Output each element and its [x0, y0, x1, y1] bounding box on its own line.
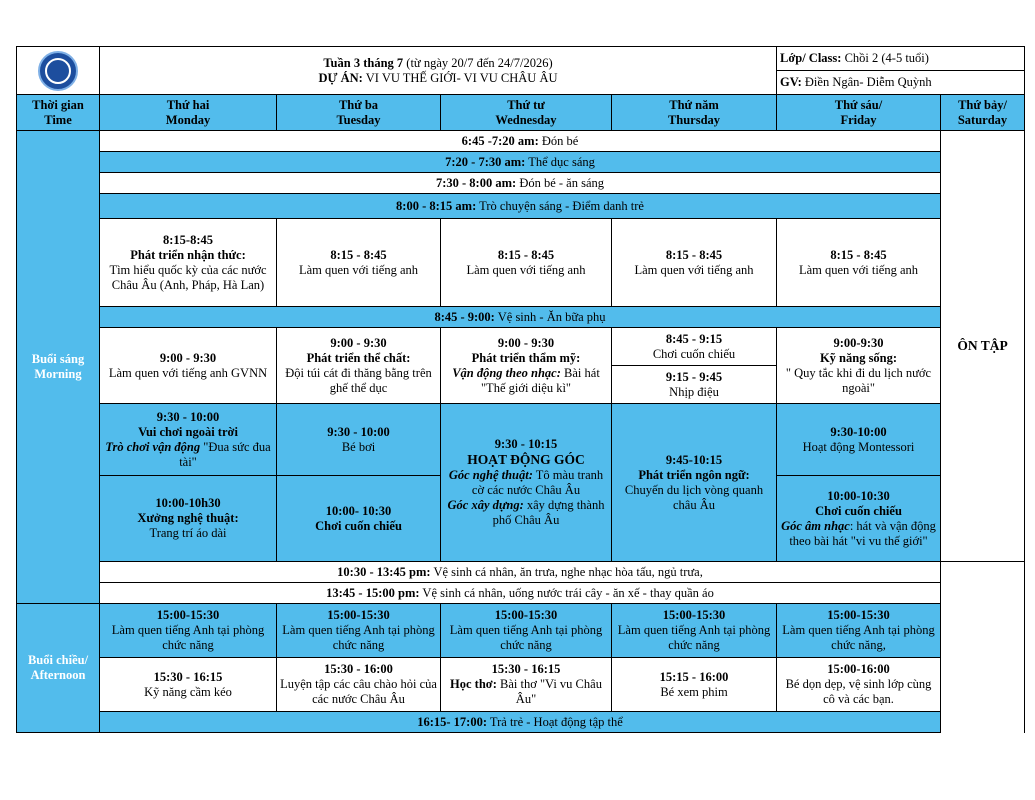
col-time: Thời gian Time — [17, 95, 100, 131]
cell-tue-1530: 15:30 - 16:00 Luyện tập các câu chào hỏi của các nước Châu Âu — [277, 658, 441, 712]
cell-fri-815: 8:15 - 8:45 Làm quen với tiếng anh — [777, 219, 941, 307]
cell-mon-815: 8:15-8:45 Phát triển nhận thức: Tìm hiểu quốc kỳ của các nước Châu Âu (Anh, Pháp, Hà Lan) — [100, 219, 277, 307]
common-row: 6:45 -7:20 am: Đón bé — [100, 131, 941, 152]
cell-mon-1000: 10:00-10h30 Xưởng nghệ thuật: Trang trí áo dài — [100, 476, 277, 562]
cell-wed-930: 9:30 - 10:15 HOẠT ĐỘNG GÓC Góc nghệ thuật: Tô màu tranh cờ các nước Châu Âu Góc xây dựng: xây dựng thành phố Châu Âu — [441, 404, 612, 562]
cell-mon-1500: 15:00-15:30 Làm quen tiếng Anh tại phòng chức năng — [100, 604, 277, 658]
col-thursday: Thứ năm Thursday — [612, 95, 777, 131]
common-row: 8:45 - 9:00: Vệ sinh - Ăn bữa phụ — [100, 307, 941, 328]
common-row: 10:30 - 13:45 pm: Vệ sinh cá nhân, ăn trưa, nghe nhạc hòa tấu, ngủ trưa, — [100, 562, 941, 583]
cell-fri-930: 9:30-10:00 Hoạt động Montessori — [777, 404, 941, 476]
common-row: 7:30 - 8:00 am: Đón bé - ăn sáng — [100, 173, 941, 194]
cell-thu-815: 8:15 - 8:45 Làm quen với tiếng anh — [612, 219, 777, 307]
common-row: 7:20 - 7:30 am: Thể dục sáng — [100, 152, 941, 173]
saturday-review-morning: ÔN TẬP — [941, 131, 1025, 562]
cell-tue-1500: 15:00-15:30 Làm quen tiếng Anh tại phòng chức năng — [277, 604, 441, 658]
cell-tue-1000: 10:00- 10:30 Chơi cuốn chiếu — [277, 476, 441, 562]
col-tuesday: Thứ ba Tuesday — [277, 95, 441, 131]
common-row: 8:00 - 8:15 am: Trò chuyện sáng - Điểm danh trẻ — [100, 194, 941, 219]
cell-thu-915: 9:15 - 9:45 Nhịp điệu — [612, 366, 777, 404]
cell-fri-900: 9:00-9:30 Kỹ năng sống: " Quy tắc khi đi du lịch nước ngoài" — [777, 328, 941, 404]
cell-fri-1530: 15:00-16:00 Bé dọn dẹp, vệ sinh lớp cùng cô và các bạn. — [777, 658, 941, 712]
cell-tue-930: 9:30 - 10:00 Bé bơi — [277, 404, 441, 476]
col-friday: Thứ sáu/ Friday — [777, 95, 941, 131]
cell-thu-845: 8:45 - 9:15 Chơi cuốn chiếu — [612, 328, 777, 366]
cell-thu-1500: 15:00-15:30 Làm quen tiếng Anh tại phòng chức năng — [612, 604, 777, 658]
cell-mon-900: 9:00 - 9:30 Làm quen với tiếng anh GVNN — [100, 328, 277, 404]
cell-fri-1000: 10:00-10:30 Chơi cuốn chiếu Góc âm nhạc: hát và vận động theo bài hát "vi vu thế giới" — [777, 476, 941, 562]
session-morning: Buổi sáng Morning — [17, 131, 100, 604]
common-row: 13:45 - 15:00 pm: Vệ sinh cá nhân, uống nước trái cây - ăn xế - thay quần áo — [100, 583, 941, 604]
school-logo — [38, 51, 78, 91]
cell-fri-1500: 15:00-15:30 Làm quen tiếng Anh tại phòng chức năng, — [777, 604, 941, 658]
cell-thu-945: 9:45-10:15 Phát triển ngôn ngữ: Chuyến du lịch vòng quanh châu Âu — [612, 404, 777, 562]
school-logo-cell — [17, 47, 100, 95]
cell-wed-1530: 15:30 - 16:15 Học thơ: Bài thơ "Vi vu Châu Âu" — [441, 658, 612, 712]
common-row: 16:15- 17:00: Trả trẻ - Hoạt động tập thể — [100, 712, 941, 733]
cell-tue-900: 9:00 - 9:30 Phát triển thể chất: Đội túi cát đi thăng bằng trên ghế thể dục — [277, 328, 441, 404]
col-wednesday: Thứ tư Wednesday — [441, 95, 612, 131]
col-saturday: Thứ bảy/ Saturday — [941, 95, 1025, 131]
cell-thu-1515: 15:15 - 16:00 Bé xem phim — [612, 658, 777, 712]
cell-wed-900: 9:00 - 9:30 Phát triển thẩm mỹ: Vận động theo nhạc: Bài hát "Thế giới diệu kì" — [441, 328, 612, 404]
teacher-info: GV: Điền Ngân- Diễm Quỳnh — [777, 71, 1025, 95]
weekly-schedule-table — [16, 46, 1025, 733]
cell-wed-1500: 15:00-15:30 Làm quen tiếng Anh tại phòng chức năng — [441, 604, 612, 658]
week-title: Tuần 3 tháng 7 (từ ngày 20/7 đến 24/7/2026) DỰ ÁN: VI VU THẾ GIỚI- VI VU CHÂU ÂU — [100, 47, 777, 95]
class-info: Lớp/ Class: Chồi 2 (4-5 tuổi) — [777, 47, 1025, 71]
cell-wed-815: 8:15 - 8:45 Làm quen với tiếng anh — [441, 219, 612, 307]
cell-mon-930: 9:30 - 10:00 Vui chơi ngoài trời Trò chơi vận động "Đua sức đua tài" — [100, 404, 277, 476]
cell-mon-1530: 15:30 - 16:15 Kỹ năng cầm kéo — [100, 658, 277, 712]
cell-tue-815: 8:15 - 8:45 Làm quen với tiếng anh — [277, 219, 441, 307]
col-monday: Thứ hai Monday — [100, 95, 277, 131]
session-afternoon: Buổi chiều/ Afternoon — [17, 604, 100, 733]
